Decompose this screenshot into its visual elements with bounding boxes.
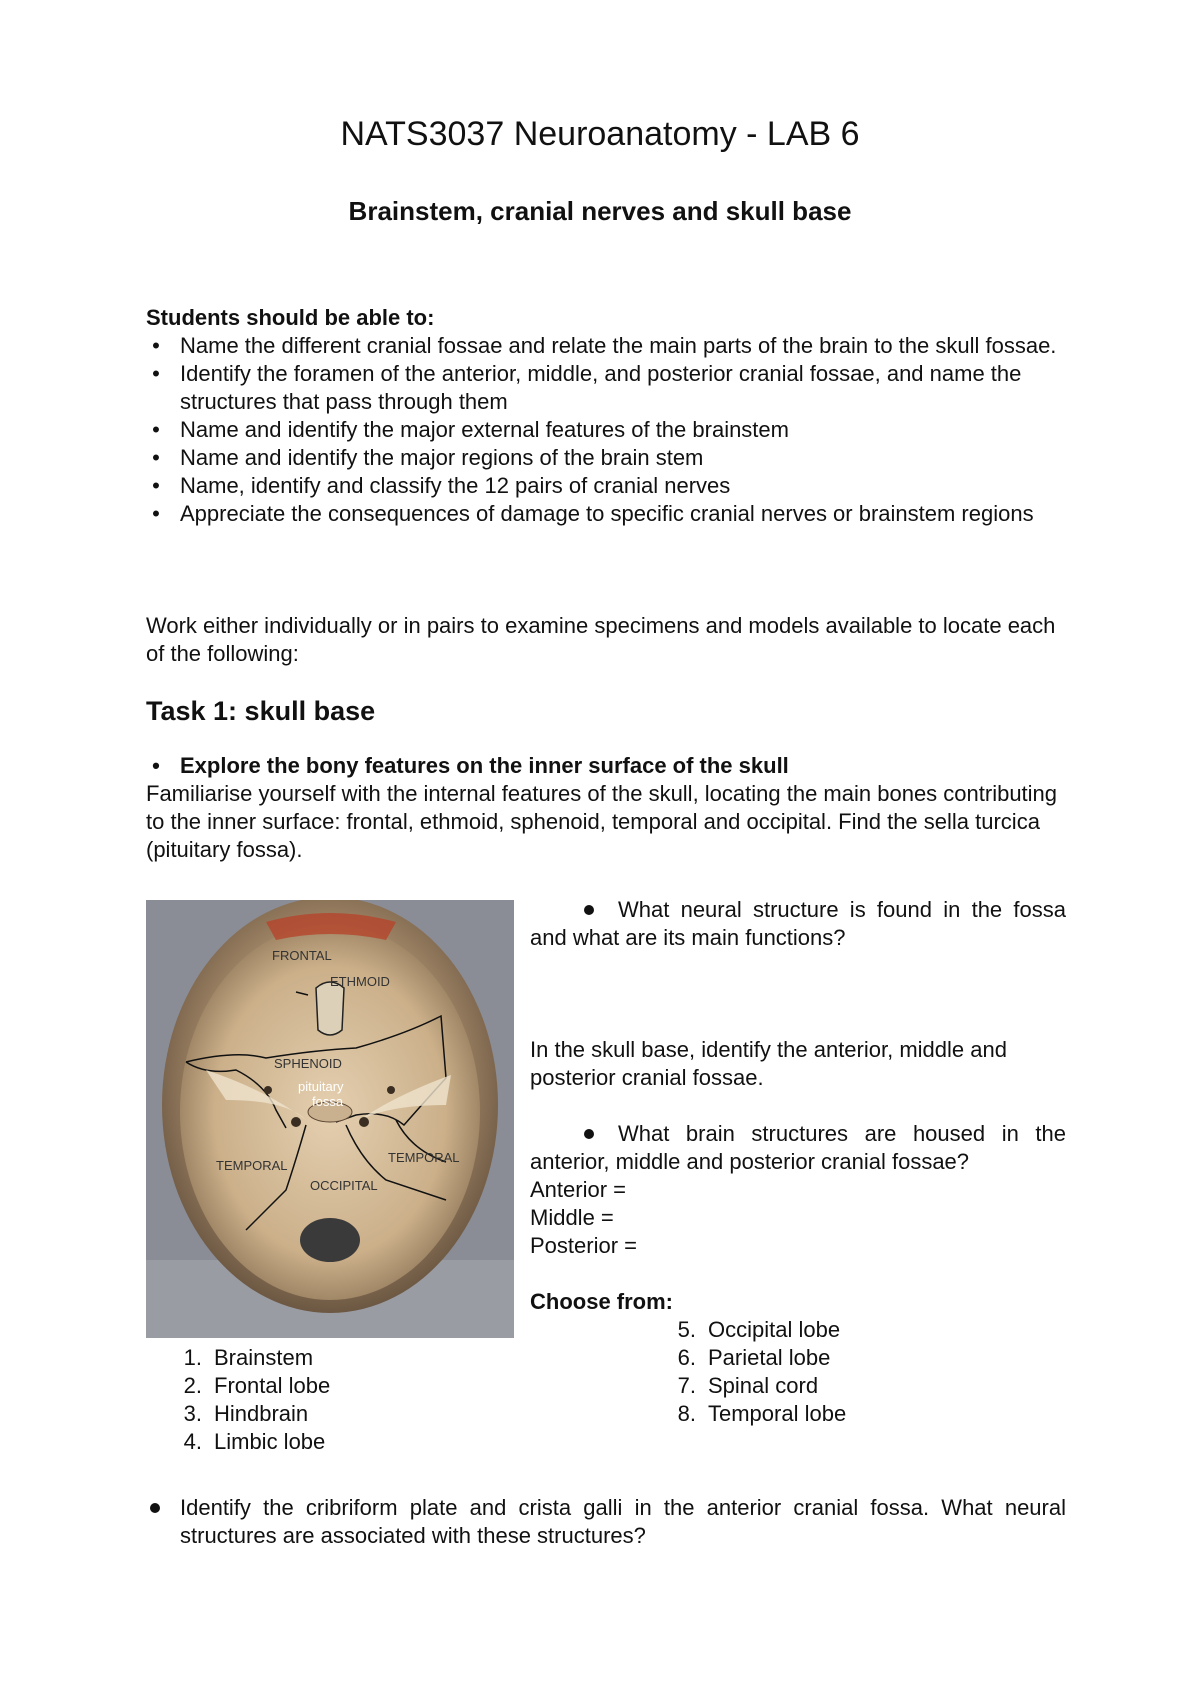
objective-item: • Identify the foramen of the anterior, middle, and posterior cranial fossae, and name the structures that pass through them (146, 360, 1066, 416)
bullet-icon: • (152, 501, 160, 526)
option-item: 4. Limbic lobe (183, 1429, 326, 1454)
label-temporal-right: TEMPORAL (388, 1150, 460, 1165)
answer-fields (530, 1176, 1066, 1260)
answer-anterior: Anterior = (530, 1177, 626, 1202)
explore-heading: • Explore the bony features on the inner surface of the skull (146, 752, 1066, 780)
bullet-icon (150, 1503, 160, 1513)
answer-middle: Middle = (530, 1205, 614, 1230)
identify-fossae-text: In the skull base, identify the anterior, middle and posterior cranial fossae. (530, 1037, 1007, 1090)
options-list-right (660, 1316, 846, 1428)
instructions-paragraph: Work either individually or in pairs to examine specimens and models available to locate each of the following: (146, 613, 1056, 666)
bullet-icon: • (152, 361, 160, 386)
label-frontal: FRONTAL (272, 948, 332, 963)
bullet-icon: • (152, 333, 160, 358)
skull-base-figure (146, 900, 514, 1338)
options-list-left (166, 1344, 330, 1456)
explore-text: Familiarise yourself with the internal features of the skull, locating the main bones contributing to the inner surface: frontal, ethmoid, sphenoid, temporal and occipital. Find the sella turcica (pituitary fossa). (146, 781, 1058, 862)
objective-item: • Name and identify the major external features of the brainstem (146, 416, 1066, 444)
option-item: 1. Brainstem (183, 1345, 314, 1370)
option-item: 7. Spinal cord (677, 1373, 819, 1398)
choose-heading: Choose from: (530, 1289, 673, 1314)
question-1: What neural structure is found in the fossa and what are its main functions? (530, 897, 1066, 950)
bullet-icon: • (152, 753, 160, 778)
objective-item: • Name the different cranial fossae and relate the main parts of the brain to the skull fossae. (146, 332, 1066, 360)
bullet-icon: • (152, 417, 160, 442)
final-question: Identify the cribriform plate and crista galli in the anterior cranial fossa. What neural structures are associated with these structures? (146, 1494, 1066, 1550)
bullet-icon: • (152, 473, 160, 498)
option-item: 8. Temporal lobe (677, 1401, 847, 1426)
question-2: What brain structures are housed in the anterior, middle and posterior cranial fossae? (530, 1121, 1066, 1174)
bullet-icon: • (152, 445, 160, 470)
label-sphenoid: SPHENOID (274, 1056, 342, 1071)
objective-item: • Name, identify and classify the 12 pairs of cranial nerves (146, 472, 1066, 500)
label-pituitary: pituitary (298, 1079, 344, 1094)
option-item: 5. Occipital lobe (677, 1317, 841, 1342)
objectives-list (146, 332, 1066, 528)
label-fossa: fossa (312, 1094, 344, 1109)
bullet-icon (584, 905, 594, 915)
objective-item: • Name and identify the major regions of the brain stem (146, 444, 1066, 472)
answer-posterior: Posterior = (530, 1233, 637, 1258)
foramen-magnum (300, 1218, 360, 1262)
option-item: 2. Frontal lobe (183, 1373, 331, 1398)
option-item: 3. Hindbrain (183, 1401, 309, 1426)
label-occipital: OCCIPITAL (310, 1178, 378, 1193)
page-subtitle: Brainstem, cranial nerves and skull base (348, 196, 852, 226)
bullet-icon (584, 1129, 594, 1139)
option-item: 6. Parietal lobe (677, 1345, 831, 1370)
page-title: NATS3037 Neuroanatomy - LAB 6 (340, 115, 860, 153)
label-ethmoid: ETHMOID (330, 974, 390, 989)
explore-section (146, 752, 1066, 864)
learning-objectives (146, 304, 1066, 528)
task1-heading: Task 1: skull base (146, 696, 376, 726)
label-temporal-left: TEMPORAL (216, 1158, 288, 1173)
objectives-heading: Students should be able to: (146, 305, 435, 330)
objective-item: • Appreciate the consequences of damage to specific cranial nerves or brainstem regions (146, 500, 1066, 528)
